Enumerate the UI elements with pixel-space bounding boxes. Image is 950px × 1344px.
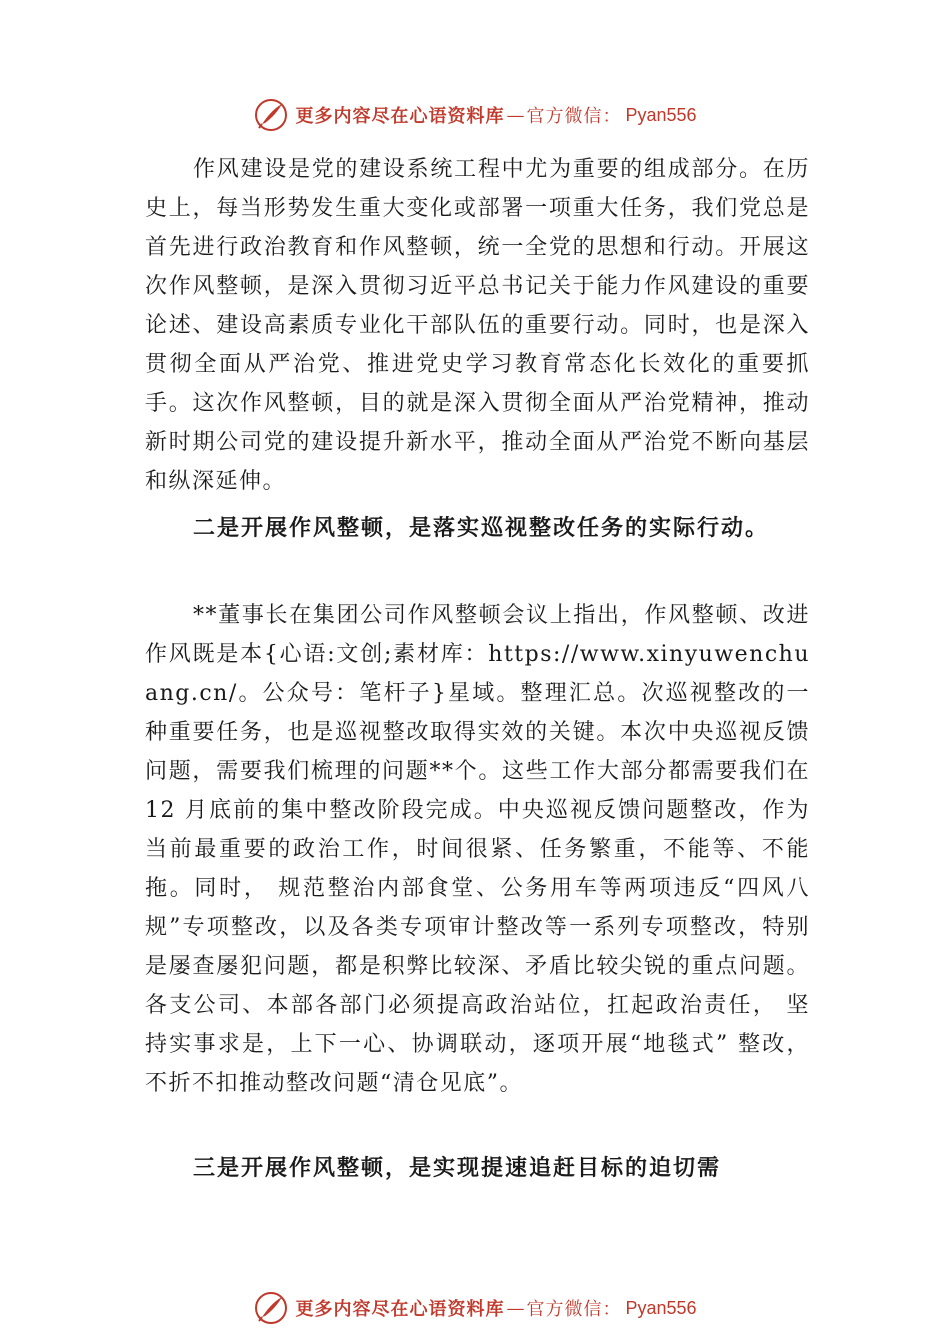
watermark-site-name: 更多内容尽在心语资料库 <box>295 1299 505 1320</box>
footer-watermark <box>0 1286 950 1330</box>
watermark-site-name: 更多内容尽在心语资料库 <box>295 106 505 127</box>
section-heading-2: 二是开展作风整顿，是落实巡视整改任务的实际行动。 <box>193 515 770 541</box>
paragraph-1: 作风建设是党的建设系统工程中尤为重要的组成部分。在历史上，每当形势发生重大变化或部署一项重大任务，我们党总是首先进行政治教育和作风整顿，统一全党的思想和行动。开展这次作风整顿，是深入贯彻习近平总书记关于能力作风建设的重要论述、建设高素质专业化干部队伍的重要行动。同时，也是深入贯彻全面从严治党、推进党史学习教育常态化长效化的重要抓手。这次作风整顿，目的就是深入贯彻全面从严治党精神，推动新时期公司党的建设提升新水平，推动全面从严治党不断向基层和纵深延伸。 <box>145 157 810 494</box>
paragraph-2: **董事长在集团公司作风整顿会议上指出，作风整顿、改进作风既是本{心语:文创;素材库：https://www.xinyuwenchuang.cn/。公众号：笔杆子}星域。整理汇总。次巡视整改的一种重要任务，也是巡视整改取得实效的关键。本次中央巡视反馈问题，需要我们梳理的问题**个。这些工作大部分都需要我们在 12 月底前的集中整改阶段完成。中央巡视反馈问题整改，作为当前最重要的政治工作，时间很紧、任务繁重，不能等、不能拖。同时， 规范整治内部食堂、公务用车等两项违反“四风八规”专项整改，以及各类专项审计整改等一系列专项整改，特别是屡查屡犯问题，都是积弊比较深、矛盾比较尖锐的重点问题。 各支公司、本部各部门必须提高政治站位，扛起政治责任， 坚持实事求是，上下一心、协调联动，逐项开展“地毯式” 整改，不折不扣推动整改问题“清仓见底”。 <box>145 603 810 1096</box>
header-watermark <box>0 93 950 137</box>
watermark-wechat-id: Pyan556 <box>625 104 697 125</box>
watermark-separator: — <box>506 1297 525 1319</box>
watermark-wechat-label: 官方微信： <box>526 106 622 127</box>
watermark-wechat-id: Pyan556 <box>625 1297 697 1318</box>
quill-pen-icon <box>253 1290 289 1326</box>
watermark-wechat-label: 官方微信： <box>526 1299 622 1320</box>
section-heading-3: 三是开展作风整顿，是实现提速追赶目标的迫切需 <box>193 1155 722 1181</box>
quill-pen-icon <box>253 97 289 133</box>
watermark-separator: — <box>506 104 525 126</box>
